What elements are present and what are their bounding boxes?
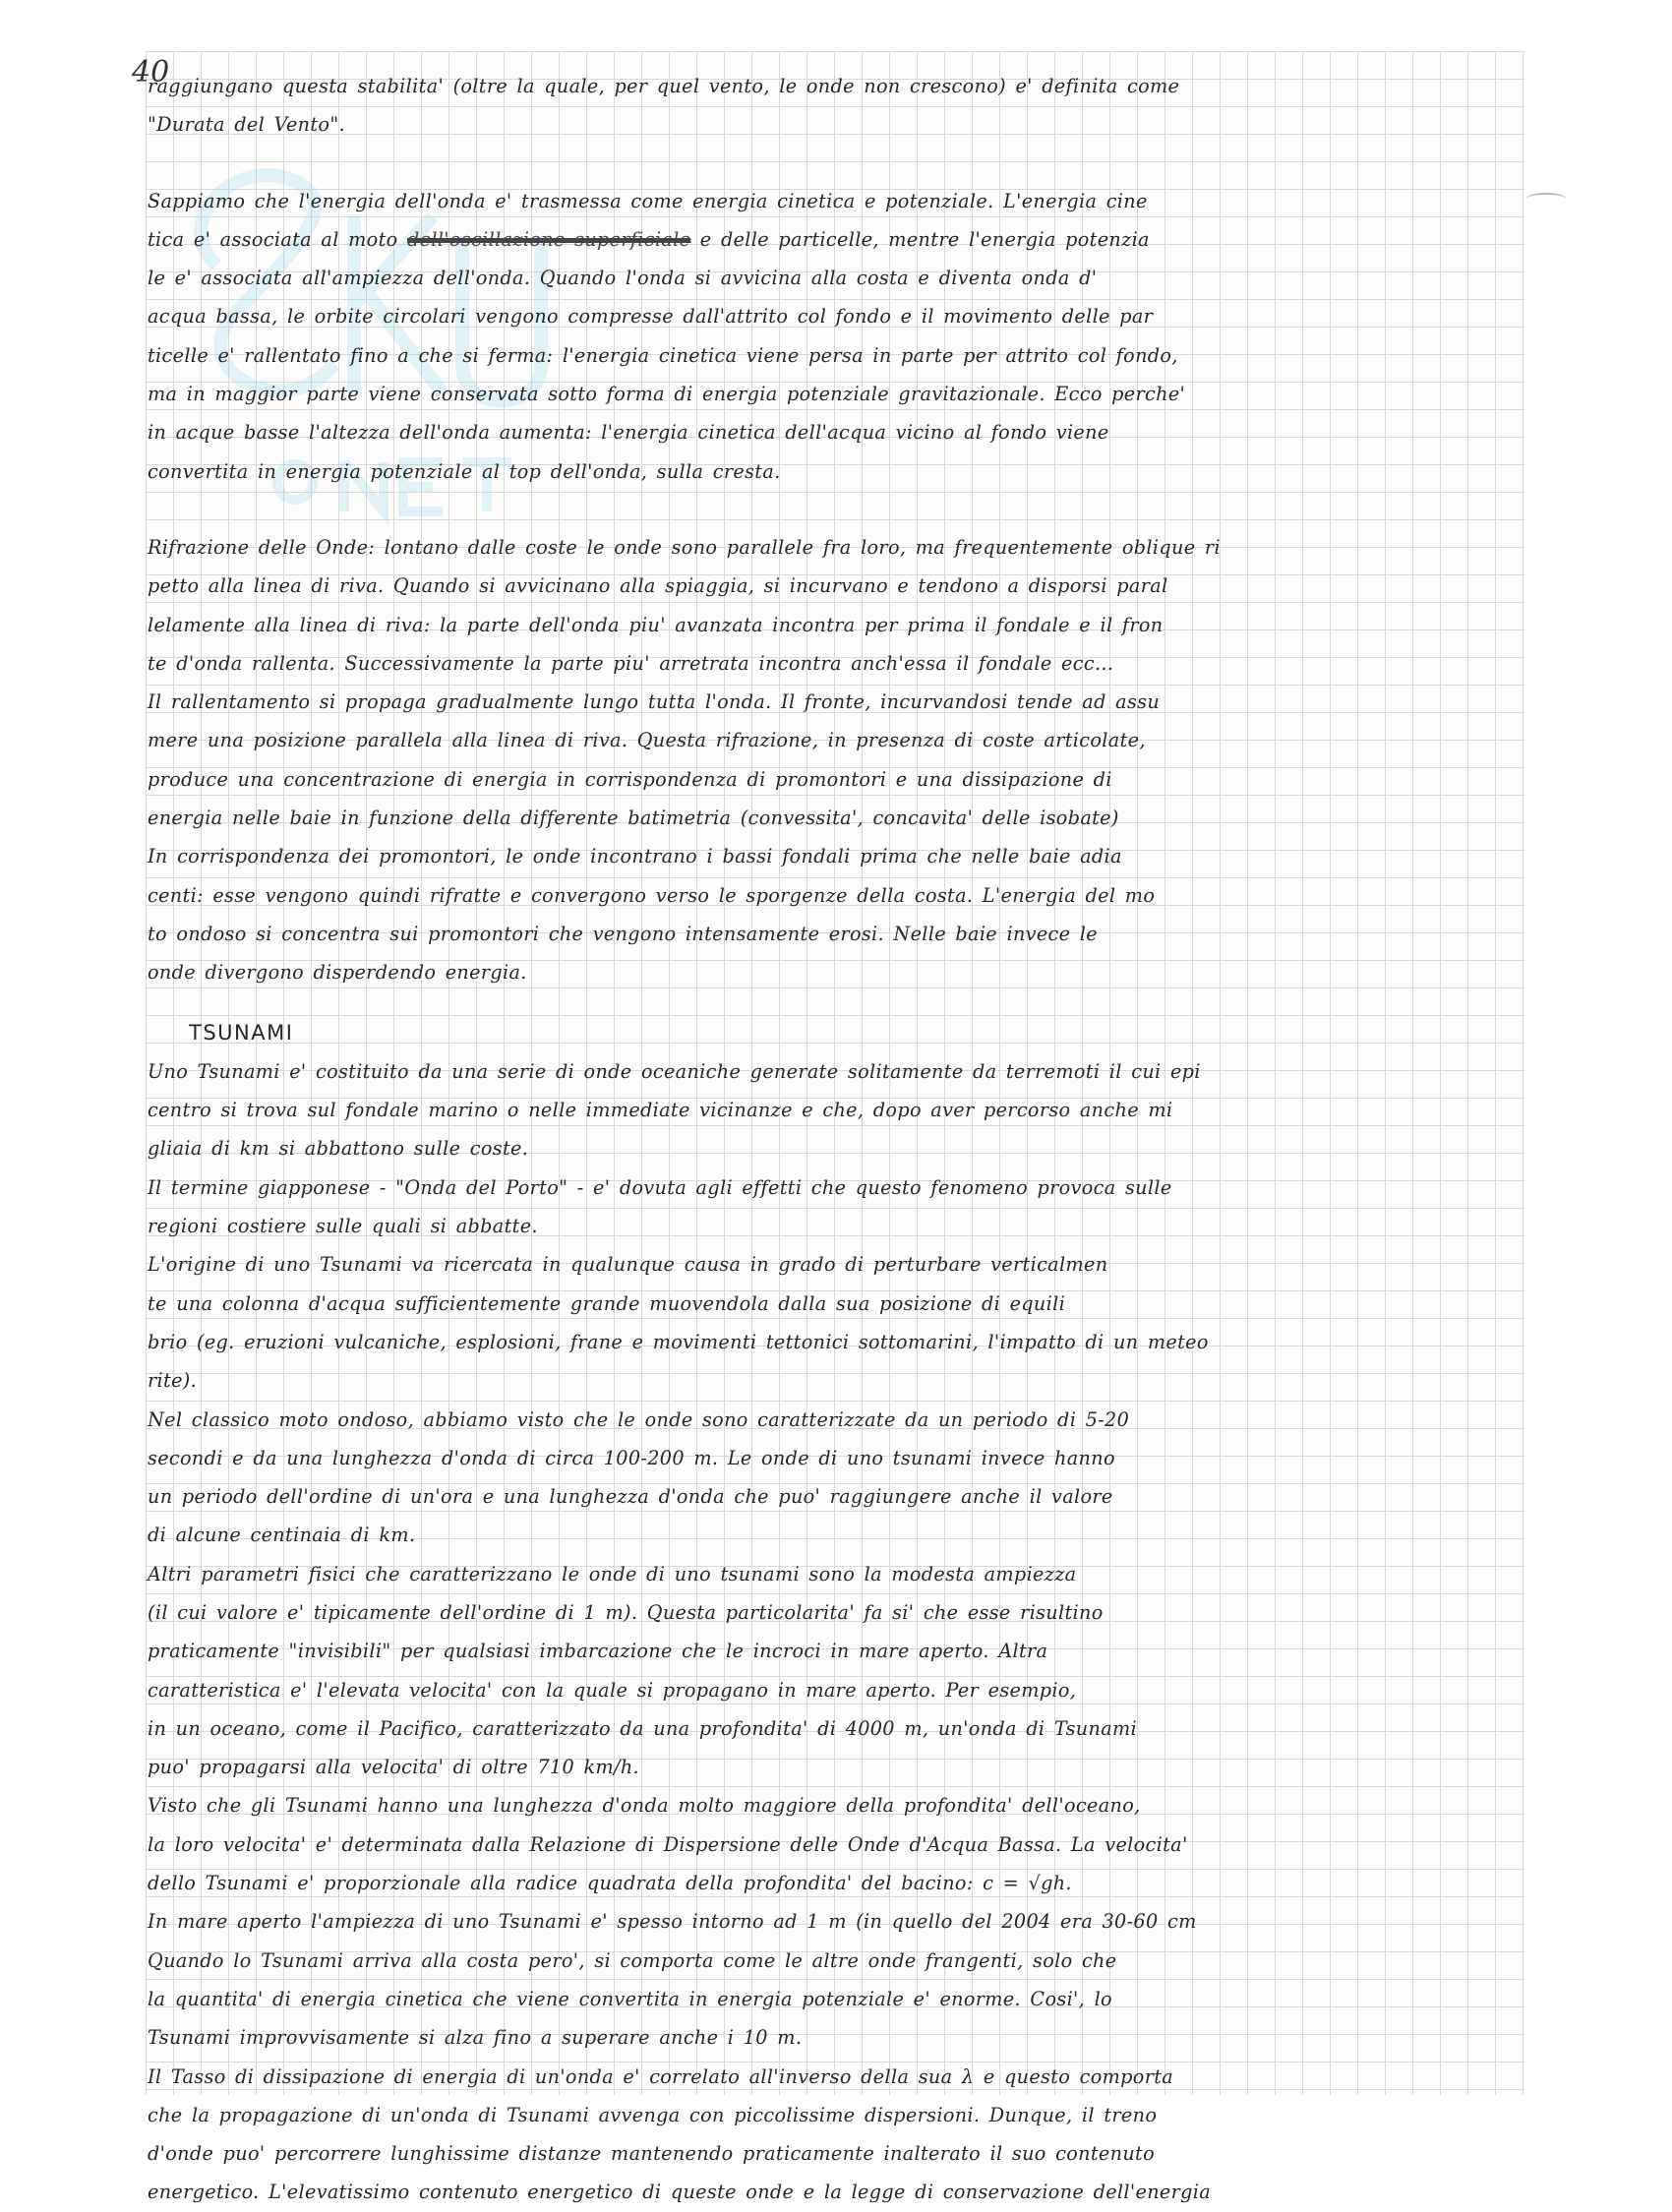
binder-mark — [1526, 193, 1566, 205]
text-line: In corrispondenza dei promontori, le onde incontrano i bassi fondali prima che nelle baie adia — [148, 845, 1122, 868]
text-line: secondi e da una lunghezza d'onda di circa 100-200 m. Le onde di uno tsunami invece hanno — [148, 1446, 1115, 1469]
text-line: centro si trova sul fondale marino o nelle immediate vicinanze e che, dopo aver percorso anche mi — [148, 1099, 1173, 1122]
text-line: Il termine giapponese - "Onda del Porto" - e' dovuta agli effetti che questo fenomeno provoca sulle — [148, 1175, 1172, 1199]
right-margin — [1524, 0, 1672, 2164]
text-line: brio (eg. eruzioni vulcaniche, esplosioni, frane e movimenti tettonici sottomarini, l'impatto di un meteo — [148, 1330, 1209, 1353]
text-line: centi: esse vengono quindi rifratte e convergono verso le sporgenze della costa. L'energia del mo — [148, 883, 1156, 907]
text-line: regioni costiere sulle quali si abbatte. — [148, 1215, 538, 1238]
top-margin — [0, 0, 1672, 51]
text-line: Quando lo Tsunami arriva alla costa pero', si comporta come le altre onde frangenti, solo che — [148, 1948, 1117, 1972]
handwritten-notes — [148, 57, 1515, 2212]
text-line: dello Tsunami e' proporzionale alla radice quadrata della profondita' del bacino: c = √gh. — [148, 1872, 1072, 1895]
text-line: Il Tasso di dissipazione di energia di un'onda e' correlato all'inverso della sua λ e questo comporta — [148, 2064, 1174, 2088]
text-line: raggiungano questa stabilita' (oltre la quale, per quel vento, le onde non crescono) e' definita come — [148, 75, 1180, 97]
text-line: petto alla linea di riva. Quando si avvicinano alla spiaggia, si incurvano e tendono a disporsi paral — [148, 574, 1168, 598]
text-line: mere una posizione parallela alla linea di riva. Questa rifrazione, in presenza di coste articolate, — [148, 729, 1146, 752]
text-line: "Durata del Vento". — [148, 113, 345, 137]
text-line: praticamente "invisibili" per qualsiasi imbarcazione che le incroci in mare aperto. Altra — [148, 1640, 1048, 1663]
text-line: la quantita' di energia cinetica che viene convertita in energia potenziale e' enorme. Cosi', lo — [148, 1987, 1112, 2010]
text-line: d'onde puo' percorrere lunghissime distanze mantenendo praticamente inalterato il suo contenuto — [148, 2142, 1155, 2166]
paragraph-energia-onda — [148, 182, 1515, 491]
paragraph-durata-vento — [148, 67, 1515, 145]
text-line: energetico. L'elevatissimo contenuto energetico di queste onde e la legge di conservazione dell'energia — [148, 2181, 1212, 2204]
text-line: onde divergono disperdendo energia. — [148, 961, 527, 985]
text-line: ma in maggior parte viene conservata sotto forma di energia potenziale gravitazionale. Ecco perche' — [148, 383, 1186, 406]
section-heading: TSUNAMI — [189, 1020, 294, 1045]
text-line: energia nelle baie in funzione della differente batimetria (convessita', concavita' delle isobate) — [148, 807, 1119, 830]
text-line: to ondoso si concentra sui promontori che vengono intensamente erosi. Nelle baie invece le — [148, 922, 1098, 945]
text-line — [148, 220, 1515, 259]
text-line: puo' propagarsi alla velocita' di oltre 710 km/h. — [148, 1756, 639, 1779]
text-line: Rifrazione delle Onde: lontano dalle coste le onde sono parallele fra loro, ma frequentemente oblique ri — [148, 535, 1221, 559]
text-line: te d'onda rallenta. Successivamente la parte piu' arretrata incontra anch'essa il fondale ecc... — [148, 651, 1114, 675]
text-line: Nel classico moto ondoso, abbiamo visto che le onde sono caratterizzate da un periodo di 5-20 — [148, 1407, 1130, 1431]
text-line: convertita in energia potenziale al top dell'onda, sulla cresta. — [148, 459, 781, 483]
text-line: ticelle e' rallentato fino a che si ferma: l'energia cinetica viene persa in parte per attrito col fondo, — [148, 343, 1178, 367]
text-line: Tsunami improvvisamente si alza fino a superare anche i 10 m. — [148, 2026, 803, 2050]
text-line: di alcune centinaia di km. — [148, 1524, 416, 1547]
text-line: Il rallentamento si propaga gradualmente lungo tutta l'onda. Il fronte, incurvandosi tende ad assu — [148, 690, 1161, 714]
text-line: Visto che gli Tsunami hanno una lunghezza d'onda molto maggiore della profondita' dell'oceano, — [148, 1794, 1141, 1818]
text-line: un periodo dell'ordine di un'ora e una lunghezza d'onda che puo' raggiungere anche il valore — [148, 1485, 1113, 1509]
text-line: lelamente alla linea di riva: la parte dell'onda piu' avanzata incontra per prima il fondale e il fron — [148, 613, 1164, 636]
text-line: acqua bassa, le orbite circolari vengono compresse dall'attrito col fondo e il movimento delle par — [148, 305, 1154, 329]
text-line: le e' associata all'ampiezza dell'onda. Quando l'onda si avvicina alla costa e diventa onda d' — [148, 267, 1098, 290]
text-line: che la propagazione di un'onda di Tsunami avvenga con piccolissime dispersioni. Dunque, il treno — [148, 2103, 1158, 2126]
text-line: te una colonna d'acqua sufficientemente grande muovendola dalla sua posizione di equili — [148, 1291, 1066, 1315]
text-line: rite). — [148, 1369, 198, 1393]
text-line: Uno Tsunami e' costituito da una serie di onde oceaniche generate solitamente da terremoti il cui epi — [148, 1059, 1201, 1083]
text-line: Sappiamo che l'energia dell'onda e' trasmessa come energia cinetica e potenziale. L'energia cine — [148, 189, 1148, 212]
text-line: gliaia di km si abbattono sulle coste. — [148, 1137, 529, 1161]
paragraph-rifrazione — [148, 528, 1515, 992]
text-line: (il cui valore e' tipicamente dell'ordine di 1 m). Questa particolarita' fa si' che esse risultino — [148, 1600, 1104, 1624]
text-line: in acque basse l'altezza dell'onda aumenta: l'energia cinetica dell'acqua vicino al fondo viene — [148, 421, 1109, 445]
page-number: 40 — [132, 55, 170, 90]
text-line: L'origine di uno Tsunami va ricercata in qualunque causa in grado di perturbare verticalmen — [148, 1253, 1108, 1277]
crossed-out-text: dell'oscillazione superficiale — [407, 227, 691, 251]
text-line: produce una concentrazione di energia in corrispondenza di promontori e una dissipazione di — [148, 767, 1112, 791]
text-line: Altri parametri fisici che caratterizzano le onde di uno tsunami sono la modesta ampiezza — [148, 1562, 1077, 1585]
text-fragment: e delle particelle, mentre l'energia potenzia — [690, 227, 1150, 251]
section-tsunami — [148, 1014, 1515, 2212]
text-line: la loro velocita' e' determinata dalla Relazione di Dispersione delle Onde d'Acqua Bassa. La velocita' — [148, 1832, 1188, 1856]
text-line: In mare aperto l'ampiezza di uno Tsunami e' spesso intorno ad 1 m (in quello del 2004 era 30-60 cm — [148, 1910, 1197, 1934]
text-line: caratteristica e' l'elevata velocita' con la quale si propagano in mare aperto. Per esempio, — [148, 1678, 1077, 1702]
text-line: in un oceano, come il Pacifico, caratterizzato da una profondita' di 4000 m, un'onda di Tsunami — [148, 1716, 1138, 1740]
text-fragment: tica e' associata al moto — [148, 227, 407, 251]
